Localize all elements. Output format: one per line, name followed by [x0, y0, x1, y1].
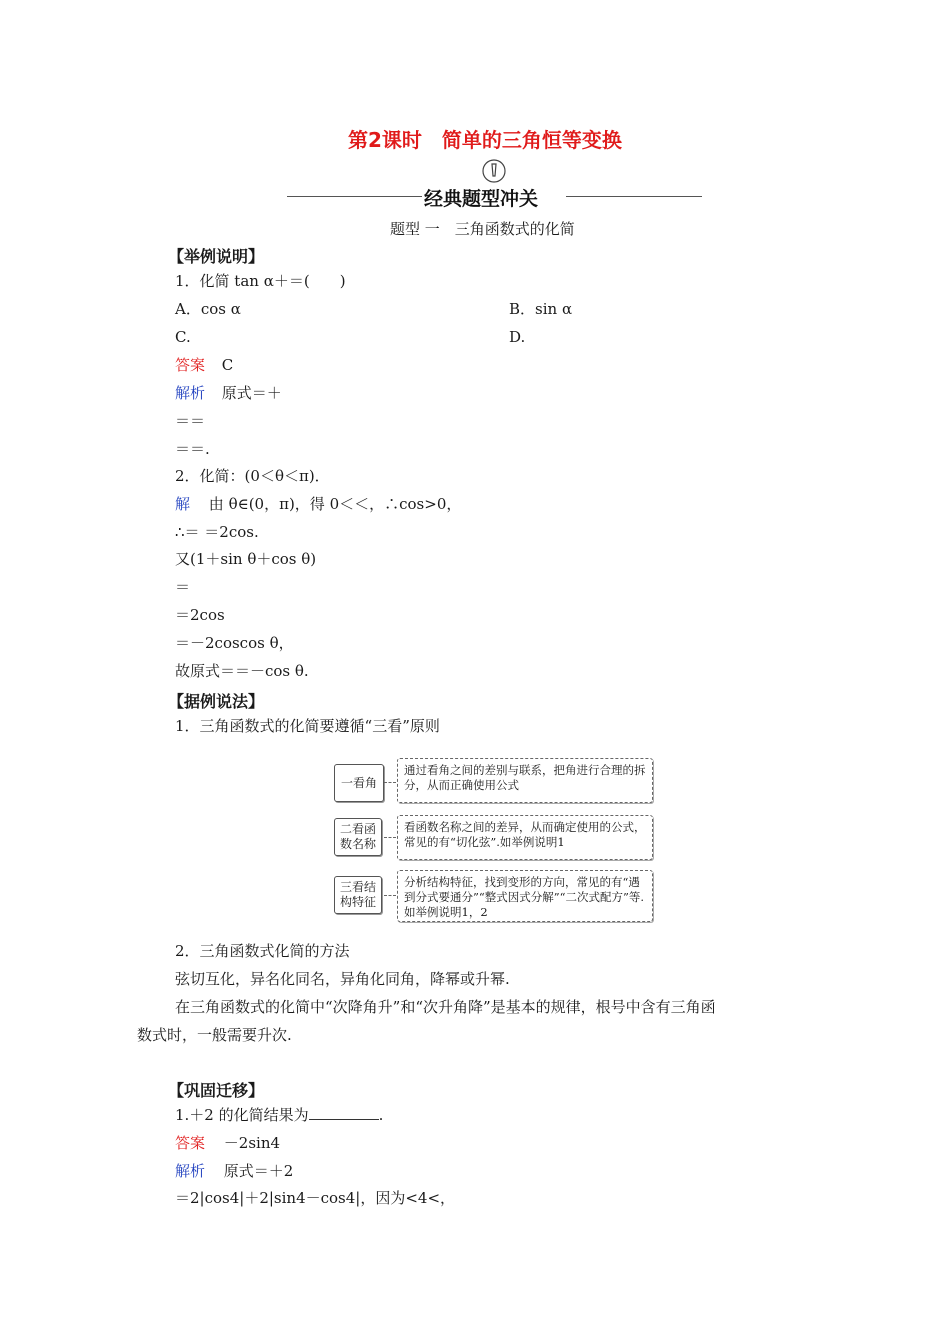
- solution-line-4: ＝: [175, 578, 191, 596]
- diagram-connector-1: [384, 782, 396, 783]
- practice-question-text: 1.＋2 的化简结果为: [175, 1106, 309, 1124]
- answer-label: 答案: [175, 356, 206, 374]
- practice-answer-row: [175, 1133, 280, 1153]
- solution-line-5: ＝2cos: [175, 606, 225, 624]
- question-2: 2．化简：(0＜θ＜π)．: [175, 467, 330, 485]
- analysis-line-1: 原式＝＋: [221, 384, 282, 402]
- diagram-desc-angle: 通过看角之间的差别与联系，把角进行合理的拆分，从而正确使用公式: [397, 758, 653, 803]
- banner-rule-left: [287, 196, 422, 197]
- solution-line-7: 故原式＝＝－cos θ.: [175, 662, 309, 680]
- answer-row: [175, 355, 233, 375]
- practice-analysis-line-1: 原式＝＋2: [223, 1162, 294, 1180]
- topic-heading: 题型 一 三角函数式的化简: [390, 220, 575, 238]
- analysis-line-3: ＝＝.: [175, 440, 210, 458]
- diagram-desc-structure: 分析结构特征，找到变形的方向，常见的有“遇到分式要通分”“整式因式分解”“二次式配方”等.如举例说明1，2: [397, 870, 653, 922]
- method-point-2: 2．三角函数式化简的方法: [175, 942, 350, 960]
- question-1: 1．化简 tan α＋＝( ): [175, 272, 346, 290]
- solution-line-1: 由 θ∈(0，π)，得 0＜＜，∴cos>0，: [208, 495, 462, 513]
- practice-answer-value: －2sin4: [223, 1134, 281, 1152]
- diagram-desc-function: 看函数名称之间的差异，从而确定使用的公式，常见的有“切化弦”.如举例说明1: [397, 815, 653, 860]
- practice-question-end: .: [378, 1106, 384, 1124]
- option-b: B．sin α: [509, 300, 573, 318]
- practice-analysis-row: [175, 1161, 293, 1181]
- section-banner: 经典题型冲关: [424, 188, 539, 210]
- analysis-row: [175, 383, 282, 403]
- solution-line-3: 又(1＋sin θ＋cos θ): [175, 550, 317, 568]
- diagram-label-angle: 一看角: [334, 764, 384, 802]
- analysis-line-2: ＝＝: [175, 412, 206, 430]
- solution-line-2: ∴＝ ＝2cos.: [175, 523, 259, 541]
- practice-answer-label: 答案: [175, 1134, 206, 1152]
- examples-heading: 【举例说明】: [168, 247, 265, 266]
- solution-row: [175, 494, 461, 514]
- option-c: C.: [175, 328, 191, 346]
- analysis-label: 解析: [175, 384, 206, 402]
- practice-heading: 【巩固迁移】: [168, 1081, 265, 1100]
- answer-value: C: [221, 356, 234, 374]
- practice-analysis-line-2: ＝2|cos4|＋2|sin4－cos4|，因为<4<，: [175, 1189, 456, 1207]
- practice-analysis-label: 解析: [175, 1162, 206, 1180]
- solution-line-6: ＝－2coscos θ，: [175, 634, 294, 652]
- diagram-connector-2: [384, 837, 396, 838]
- option-a: A．cos α: [175, 300, 241, 318]
- method-point-4-line-2: 数式时，一般需要升次.: [137, 1026, 292, 1044]
- pen-nib-icon: [481, 158, 507, 184]
- diagram-label-structure: 三看结构特征: [334, 876, 382, 914]
- diagram-connector-3: [384, 895, 396, 896]
- practice-question-1: [175, 1105, 383, 1125]
- answer-blank: [309, 1105, 379, 1120]
- diagram-label-function: 二看函数名称: [334, 818, 382, 856]
- solution-label: 解: [175, 495, 191, 513]
- method-point-4-line-1: 在三角函数式的化简中“次降角升”和“次升角降”是基本的规律，根号中含有三角函: [175, 998, 716, 1016]
- lesson-title: 第2课时 简单的三角恒等变换: [348, 128, 622, 152]
- option-d: D.: [509, 328, 526, 346]
- banner-rule-right: [566, 196, 702, 197]
- method-point-3: 弦切互化，异名化同名，异角化同角，降幂或升幂.: [175, 970, 510, 988]
- methods-heading: 【据例说法】: [168, 692, 265, 711]
- method-point-1: 1．三角函数式的化简要遵循“三看”原则: [175, 717, 440, 735]
